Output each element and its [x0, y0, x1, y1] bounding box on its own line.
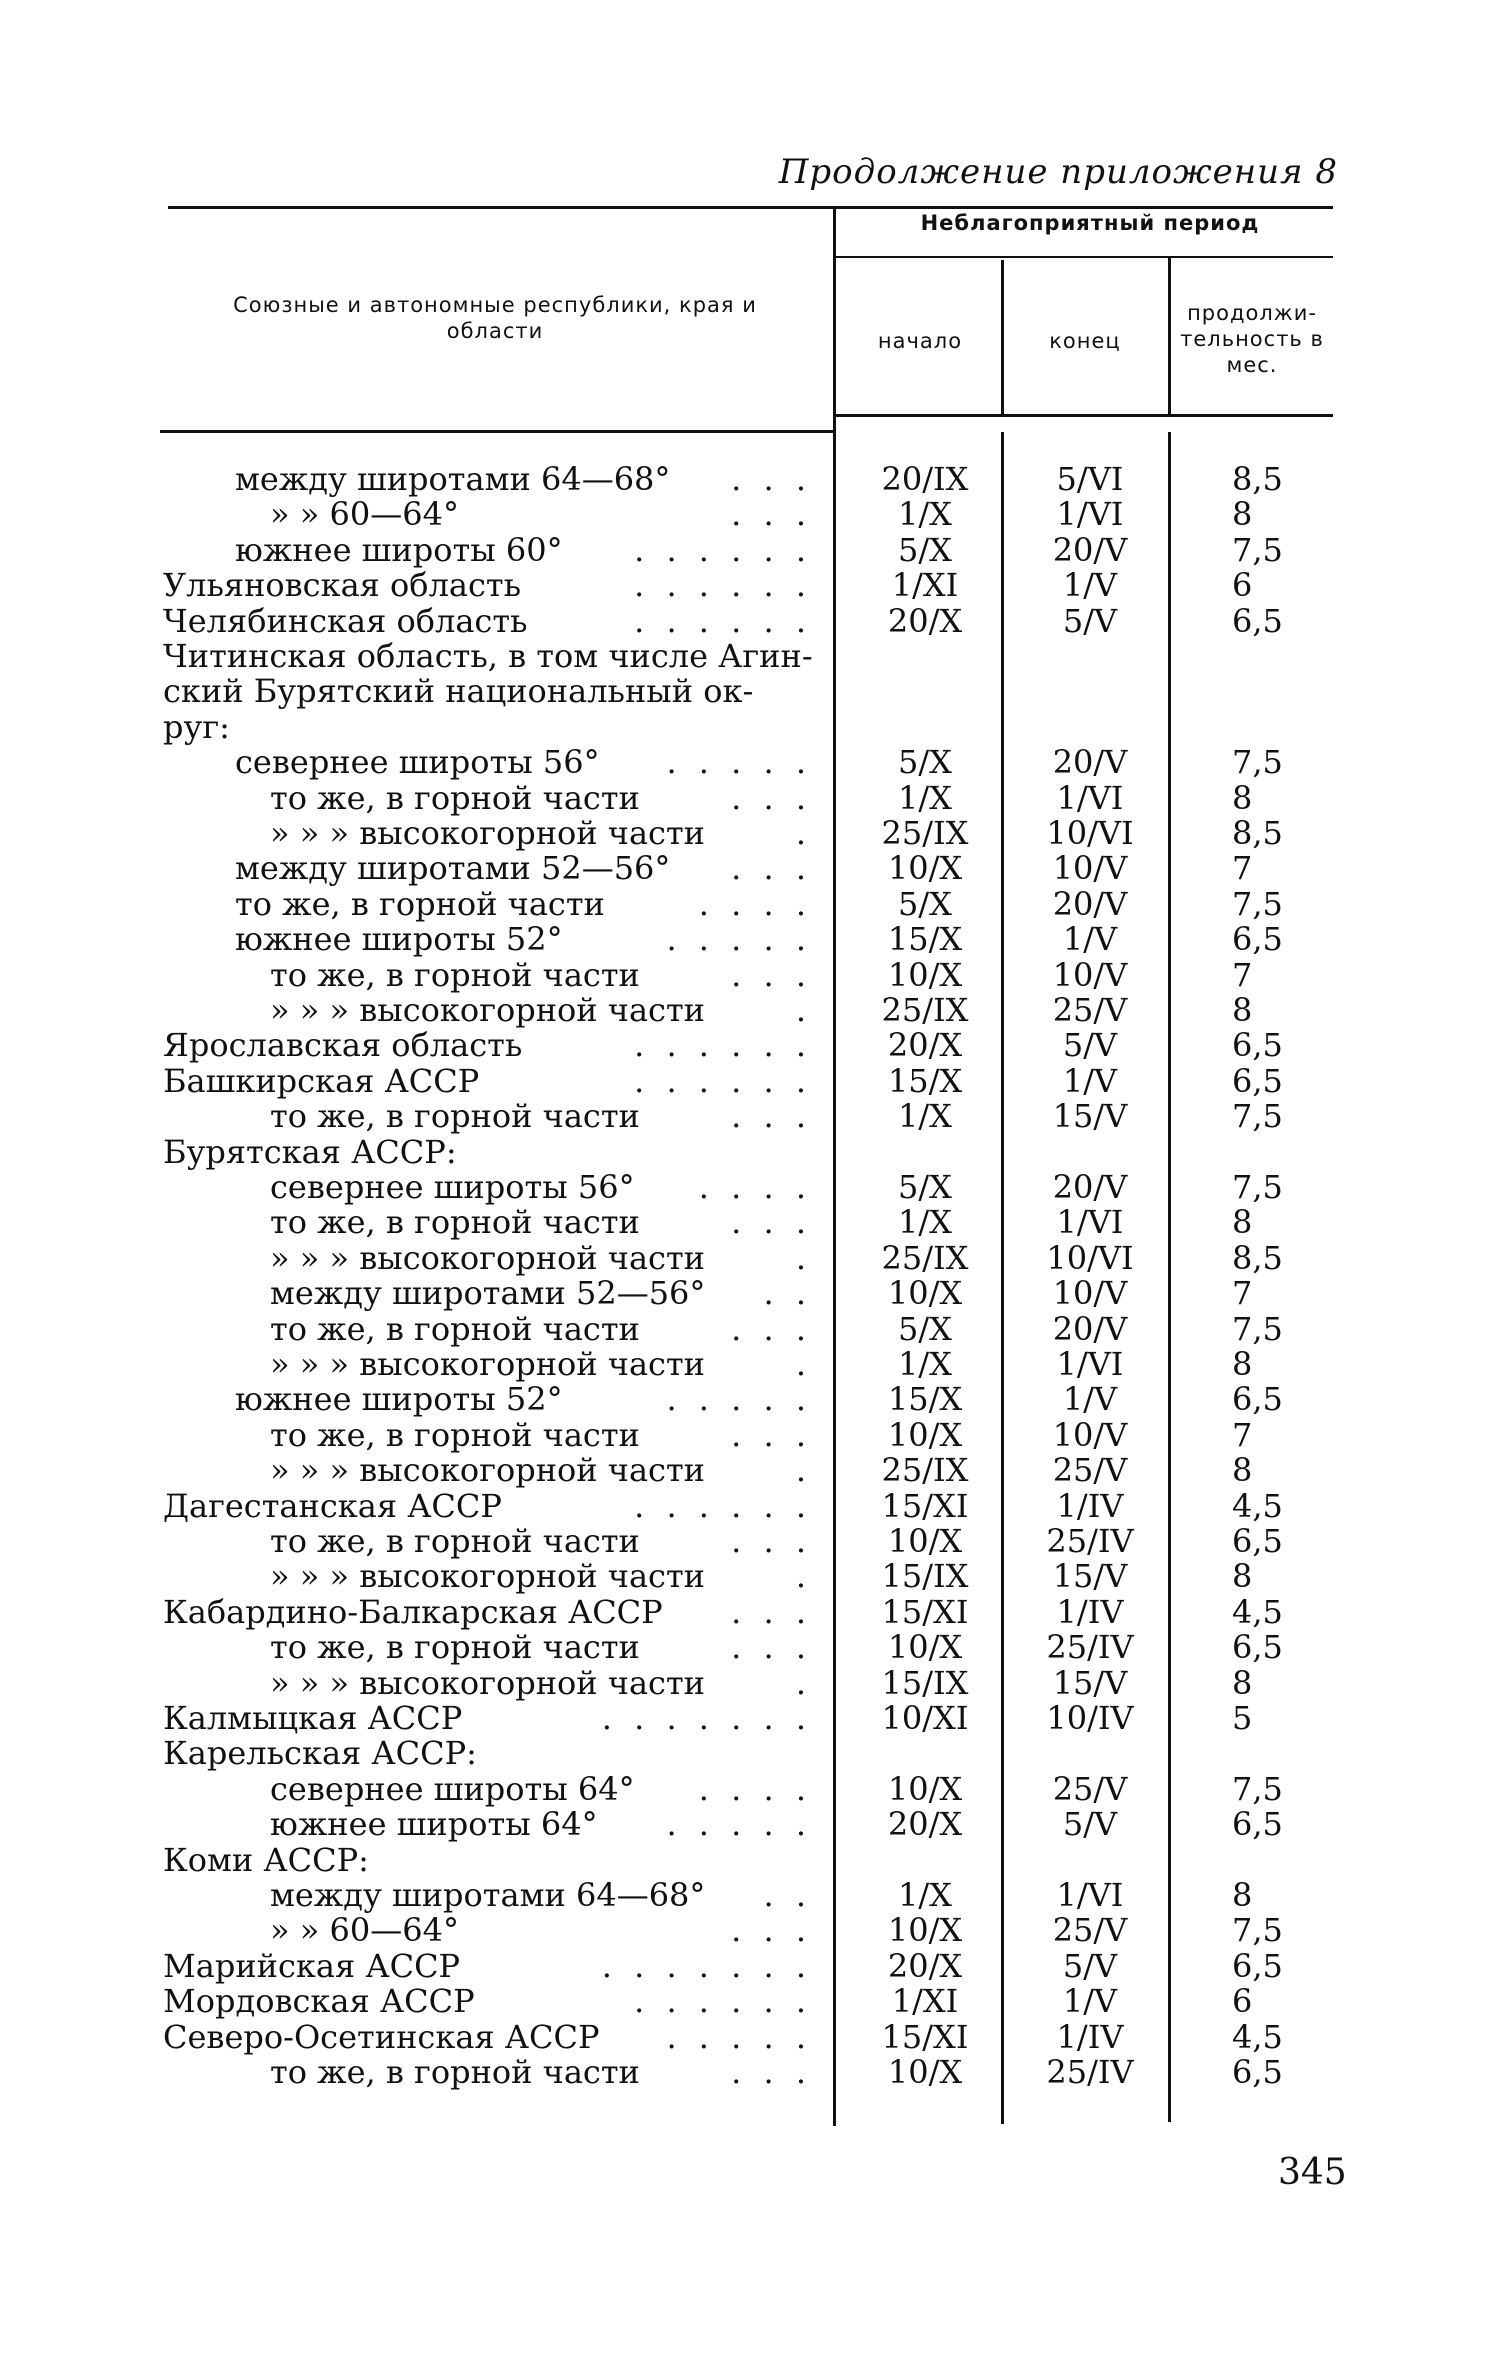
leader-dots: . . . — [731, 955, 812, 994]
table-row — [0, 816, 1500, 851]
start-cell: 5/X — [898, 1168, 952, 1206]
leader-dots: . . . — [731, 1203, 812, 1242]
end-cell: 1/V — [1062, 566, 1118, 605]
row-label: » » » высокогорной части — [270, 1557, 705, 1596]
table-row — [0, 1382, 1500, 1417]
start-cell: 15/XI — [881, 1592, 969, 1631]
start-cell: 20/X — [887, 601, 963, 640]
leader-dots: . . . — [731, 1522, 812, 1560]
end-cell: 1/VI — [1056, 1203, 1124, 1242]
table-row — [0, 1486, 1500, 1525]
end-cell: 20/V — [1052, 884, 1128, 923]
row-label: между широтами 52—56° — [235, 849, 671, 888]
row-label: между широтами 64—68° — [270, 1876, 706, 1914]
duration-cell: 6,5 — [1232, 601, 1283, 640]
duration-cell: 8,5 — [1232, 460, 1283, 498]
table-row — [0, 2055, 1500, 2090]
row-label: южнее широты 52° — [235, 1380, 563, 1419]
leader-dots: . . . . . — [666, 920, 812, 959]
table-row — [0, 462, 1500, 497]
header-end: конец — [1049, 329, 1121, 353]
row-label: Дагестанская АССР — [163, 1486, 502, 1525]
leader-dots: . . . . . . — [634, 1982, 812, 2021]
leader-dots: . . . . — [698, 1769, 812, 1808]
end-cell: 10/V — [1052, 955, 1128, 994]
table-row — [0, 1663, 1500, 1702]
row-label: Северо-Осетинская АССР — [163, 2017, 600, 2056]
leader-dots: . . — [763, 1274, 812, 1313]
leader-dots: . . . . . . — [634, 601, 812, 640]
duration-cell: 7,5 — [1232, 1097, 1283, 1136]
table-row — [0, 1878, 1500, 1913]
row-label: » » » высокогорной части — [270, 1451, 705, 1490]
end-cell: 5/V — [1062, 1805, 1118, 1844]
start-cell: 10/X — [887, 955, 963, 994]
start-cell: 15/XI — [881, 1486, 969, 1525]
leader-dots: . . . . . . . — [601, 1699, 812, 1737]
end-cell: 1/VI — [1056, 1345, 1124, 1383]
leader-dots: . . . . . — [666, 1380, 812, 1419]
table-row — [0, 1028, 1500, 1063]
duration-cell: 7,5 — [1232, 530, 1283, 569]
row-label: южнее широты 64° — [270, 1805, 598, 1844]
row-label: Мордовская АССР — [163, 1982, 475, 2021]
end-cell: 10/V — [1052, 849, 1128, 888]
leader-dots: . . . — [731, 2053, 812, 2091]
table-row — [0, 1701, 1500, 1736]
row-label: Бурятская АССР: — [163, 1132, 457, 1171]
duration-cell: 6,5 — [1232, 2053, 1283, 2091]
duration-cell: 7 — [1232, 849, 1253, 888]
table-row — [0, 639, 1500, 674]
leader-dots: . — [795, 1663, 812, 1702]
table-row — [0, 993, 1500, 1028]
duration-cell: 6,5 — [1232, 1628, 1283, 1667]
start-cell: 25/IX — [881, 814, 969, 852]
row-label: Башкирская АССР — [163, 1061, 480, 1100]
row-label: » » » высокогорной части — [270, 1238, 705, 1277]
table-row — [0, 884, 1500, 923]
end-cell: 1/V — [1062, 1380, 1118, 1419]
start-cell: 25/IX — [881, 991, 969, 1029]
end-cell: 20/V — [1052, 530, 1128, 569]
row-label: Калмыцкая АССР — [163, 1699, 463, 1737]
duration-cell: 5 — [1232, 1699, 1253, 1737]
duration-cell: 7,5 — [1232, 1911, 1283, 1950]
duration-cell: 7,5 — [1232, 1168, 1283, 1206]
duration-cell: 8,5 — [1232, 814, 1283, 852]
start-cell: 10/X — [887, 1911, 963, 1950]
table-row — [0, 1524, 1500, 1559]
duration-cell: 8,5 — [1232, 1238, 1283, 1277]
table-row — [0, 707, 1500, 746]
end-cell: 10/VI — [1046, 1238, 1134, 1277]
duration-cell: 4,5 — [1232, 2017, 1283, 2056]
duration-cell: 6,5 — [1232, 1946, 1283, 1985]
leader-dots: . . . — [731, 460, 812, 498]
end-cell: 20/V — [1052, 1168, 1128, 1206]
start-cell: 10/X — [887, 849, 963, 888]
leader-dots: . — [795, 991, 812, 1029]
duration-cell: 7 — [1232, 1274, 1253, 1313]
leader-dots: . . . . . . — [634, 1061, 812, 1100]
header-duration: продолжи- тельность в мес. — [1180, 301, 1324, 377]
duration-cell: 6,5 — [1232, 1061, 1283, 1100]
duration-cell: 6 — [1232, 566, 1253, 605]
duration-cell: 6 — [1232, 1982, 1253, 2021]
end-cell: 5/V — [1062, 1946, 1118, 1985]
leader-dots: . . . . . . — [634, 530, 812, 569]
header-group-title: Неблагоприятный период — [920, 211, 1260, 235]
start-cell: 20/X — [887, 1026, 963, 1065]
start-cell: 10/XI — [881, 1699, 969, 1737]
row-label: то же, в горной части — [235, 884, 605, 923]
header-bottom-rule — [836, 414, 1333, 417]
leader-dots: . . . — [731, 1911, 812, 1950]
end-cell: 5/V — [1062, 601, 1118, 640]
table-row — [0, 1807, 1500, 1842]
start-cell: 5/X — [898, 1309, 952, 1348]
start-cell: 1/X — [898, 1876, 952, 1914]
start-cell: 10/X — [887, 1274, 963, 1313]
end-cell: 1/V — [1062, 1982, 1118, 2021]
start-cell: 10/X — [887, 1628, 963, 1667]
start-cell: 15/IX — [881, 1663, 969, 1702]
end-cell: 1/V — [1062, 920, 1118, 959]
start-cell: 20/X — [887, 1805, 963, 1844]
row-label: Ульяновская область — [163, 566, 522, 605]
start-cell: 25/IX — [881, 1451, 969, 1490]
top-rule — [168, 206, 1333, 209]
end-cell: 25/V — [1052, 1451, 1128, 1490]
start-cell: 1/XI — [891, 1982, 959, 2021]
continuation-title: Продолжение приложения 8 — [778, 152, 1338, 192]
table-row — [0, 1630, 1500, 1665]
duration-cell: 8 — [1232, 1557, 1253, 1596]
start-cell: 15/X — [887, 1380, 963, 1419]
table-row — [0, 1170, 1500, 1205]
table-row — [0, 1099, 1500, 1134]
start-cell: 1/XI — [891, 566, 959, 605]
table-row — [0, 922, 1500, 957]
row-label: то же, в горной части — [270, 1522, 640, 1560]
row-label: Марийская АССР — [163, 1946, 461, 1985]
row-label: то же, в горной части — [270, 1097, 640, 1136]
leader-dots: . . . . . — [666, 743, 812, 782]
table-row — [0, 1946, 1500, 1985]
start-cell: 15/XI — [881, 2017, 969, 2056]
duration-cell: 7,5 — [1232, 743, 1283, 782]
leader-dots: . . . . . — [666, 2017, 812, 2056]
duration-cell: 8 — [1232, 1345, 1253, 1383]
end-cell: 1/VI — [1056, 495, 1124, 534]
table-row — [0, 851, 1500, 886]
table-row — [0, 1347, 1500, 1382]
header-region: Союзные и автономные республики, края и области — [233, 293, 757, 343]
duration-cell: 7,5 — [1232, 1309, 1283, 1348]
end-cell: 1/IV — [1056, 1592, 1124, 1631]
leader-dots: . . . — [731, 849, 812, 888]
table-row — [0, 1769, 1500, 1808]
start-cell: 10/X — [887, 1415, 963, 1454]
row-label: то же, в горной части — [270, 1415, 640, 1454]
end-cell: 15/V — [1052, 1557, 1128, 1596]
end-cell: 20/V — [1052, 743, 1128, 782]
end-cell: 15/V — [1052, 1097, 1128, 1136]
duration-cell: 6,5 — [1232, 1026, 1283, 1065]
end-cell: 25/IV — [1046, 1522, 1134, 1560]
start-cell: 5/X — [898, 884, 952, 923]
table-row — [0, 601, 1500, 640]
row-label: севернее широты 56° — [270, 1168, 635, 1206]
table-row — [0, 1592, 1500, 1631]
start-cell: 1/X — [898, 1345, 952, 1383]
row-label: руг: — [163, 707, 230, 746]
start-cell: 25/IX — [881, 1238, 969, 1277]
row-label: то же, в горной части — [270, 1203, 640, 1242]
end-cell: 25/V — [1052, 1769, 1128, 1808]
start-cell: 1/X — [898, 1097, 952, 1136]
duration-cell: 7 — [1232, 1415, 1253, 1454]
leader-dots: . . . — [731, 1628, 812, 1667]
duration-cell: 4,5 — [1232, 1486, 1283, 1525]
table-row — [0, 674, 1500, 709]
duration-cell: 8 — [1232, 1876, 1253, 1914]
row-label: севернее широты 64° — [270, 1769, 635, 1808]
end-cell: 5/VI — [1056, 460, 1124, 498]
start-cell: 10/X — [887, 1769, 963, 1808]
start-cell: 15/X — [887, 920, 963, 959]
start-cell: 5/X — [898, 530, 952, 569]
duration-cell: 4,5 — [1232, 1592, 1283, 1631]
table-row — [0, 1840, 1500, 1879]
table-row — [0, 955, 1500, 994]
row-label: Карельская АССР: — [163, 1734, 477, 1773]
leader-dots: . — [795, 1451, 812, 1490]
leader-dots: . — [795, 1345, 812, 1383]
leader-dots: . . . — [731, 1415, 812, 1454]
row-label: то же, в горной части — [270, 1309, 640, 1348]
end-cell: 5/V — [1062, 1026, 1118, 1065]
row-label: между широтами 64—68° — [235, 460, 671, 498]
row-label: южнее широты 52° — [235, 920, 563, 959]
start-cell: 10/X — [887, 2053, 963, 2091]
group-rule — [836, 256, 1333, 258]
start-cell: 20/X — [887, 1946, 963, 1985]
end-cell: 1/V — [1062, 1061, 1118, 1100]
table-row — [0, 1984, 1500, 2019]
end-cell: 20/V — [1052, 1309, 1128, 1348]
table-row — [0, 1061, 1500, 1100]
leader-dots: . . . — [731, 778, 812, 817]
table-row — [0, 1559, 1500, 1594]
row-label: Ярославская область — [163, 1026, 523, 1065]
table-row — [0, 1276, 1500, 1311]
table-row — [0, 1453, 1500, 1488]
start-cell: 1/X — [898, 1203, 952, 1242]
table-row — [0, 1415, 1500, 1454]
row-label: Кабардино-Балкарская АССР — [163, 1592, 663, 1631]
end-cell: 25/IV — [1046, 1628, 1134, 1667]
body-top-rule — [160, 430, 833, 433]
row-label: » » » высокогорной части — [270, 814, 705, 852]
leader-dots: . . . . . . — [634, 566, 812, 605]
column-divider-3 — [1168, 258, 1171, 415]
table-row — [0, 2017, 1500, 2056]
leader-dots: . . . . — [698, 884, 812, 923]
leader-dots: . — [795, 814, 812, 852]
row-label: то же, в горной части — [270, 955, 640, 994]
start-cell: 15/X — [887, 1061, 963, 1100]
end-cell: 1/VI — [1056, 1876, 1124, 1914]
column-divider-2 — [1001, 260, 1004, 415]
duration-cell: 8 — [1232, 495, 1253, 534]
start-cell: 5/X — [898, 743, 952, 782]
leader-dots: . . — [763, 1876, 812, 1914]
page-number: 345 — [1278, 2152, 1347, 2193]
end-cell: 25/IV — [1046, 2053, 1134, 2091]
start-cell: 20/IX — [881, 460, 969, 498]
end-cell: 10/VI — [1046, 814, 1134, 852]
row-label: южнее широты 60° — [235, 530, 563, 569]
end-cell: 1/VI — [1056, 778, 1124, 817]
leader-dots: . . . — [731, 1097, 812, 1136]
leader-dots: . — [795, 1557, 812, 1596]
row-label: » » » высокогорной части — [270, 1345, 705, 1383]
table-row — [0, 745, 1500, 780]
duration-cell: 6,5 — [1232, 1522, 1283, 1560]
table-row — [0, 1205, 1500, 1240]
leader-dots: . . . . . — [666, 1805, 812, 1844]
start-cell: 1/X — [898, 778, 952, 817]
row-label: то же, в горной части — [270, 1628, 640, 1667]
duration-cell: 6,5 — [1232, 1380, 1283, 1419]
duration-cell: 6,5 — [1232, 920, 1283, 959]
table-row — [0, 1132, 1500, 1171]
table-row — [0, 530, 1500, 569]
end-cell: 15/V — [1052, 1663, 1128, 1702]
duration-cell: 8 — [1232, 1451, 1253, 1490]
duration-cell: 7,5 — [1232, 884, 1283, 923]
start-cell: 15/IX — [881, 1557, 969, 1596]
row-label: то же, в горной части — [270, 2053, 640, 2091]
table-row — [0, 497, 1500, 532]
row-label: » » 60—64° — [270, 1911, 459, 1950]
end-cell: 10/IV — [1046, 1699, 1134, 1737]
row-label: » » » высокогорной части — [270, 1663, 705, 1702]
table-row — [0, 1238, 1500, 1277]
row-label: Читинская область, в том числе Агин- — [163, 637, 813, 675]
table-row — [0, 1309, 1500, 1348]
row-label: » » 60—64° — [270, 495, 459, 534]
row-label: Коми АССР: — [163, 1840, 369, 1879]
table-row — [0, 568, 1500, 603]
table-row — [0, 778, 1500, 817]
row-label: между широтами 52—56° — [270, 1274, 706, 1313]
leader-dots: . . . . — [698, 1168, 812, 1206]
leader-dots: . . . . . . — [634, 1486, 812, 1525]
duration-cell: 8 — [1232, 991, 1253, 1029]
end-cell: 10/V — [1052, 1415, 1128, 1454]
end-cell: 1/IV — [1056, 1486, 1124, 1525]
duration-cell: 8 — [1232, 778, 1253, 817]
leader-dots: . . . — [731, 495, 812, 534]
end-cell: 25/V — [1052, 991, 1128, 1029]
start-cell: 1/X — [898, 495, 952, 534]
duration-cell: 8 — [1232, 1203, 1253, 1242]
row-label: Челябинская область — [163, 601, 528, 640]
duration-cell: 6,5 — [1232, 1805, 1283, 1844]
start-cell: 10/X — [887, 1522, 963, 1560]
end-cell: 10/V — [1052, 1274, 1128, 1313]
leader-dots: . . . . . . — [634, 1026, 812, 1065]
row-label: то же, в горной части — [270, 778, 640, 817]
leader-dots: . . . — [731, 1309, 812, 1348]
leader-dots: . . . — [731, 1592, 812, 1631]
duration-cell: 8 — [1232, 1663, 1253, 1702]
duration-cell: 7 — [1232, 955, 1253, 994]
table-row — [0, 1913, 1500, 1948]
leader-dots: . . . . . . . — [601, 1946, 812, 1985]
end-cell: 1/IV — [1056, 2017, 1124, 2056]
row-label: севернее широты 56° — [235, 743, 600, 782]
table-row — [0, 1736, 1500, 1771]
end-cell: 25/V — [1052, 1911, 1128, 1950]
row-label: » » » высокогорной части — [270, 991, 705, 1029]
row-label: ский Бурятский национальный ок- — [163, 672, 754, 711]
leader-dots: . — [795, 1238, 812, 1277]
header-start: начало — [877, 329, 963, 353]
duration-cell: 7,5 — [1232, 1769, 1283, 1808]
